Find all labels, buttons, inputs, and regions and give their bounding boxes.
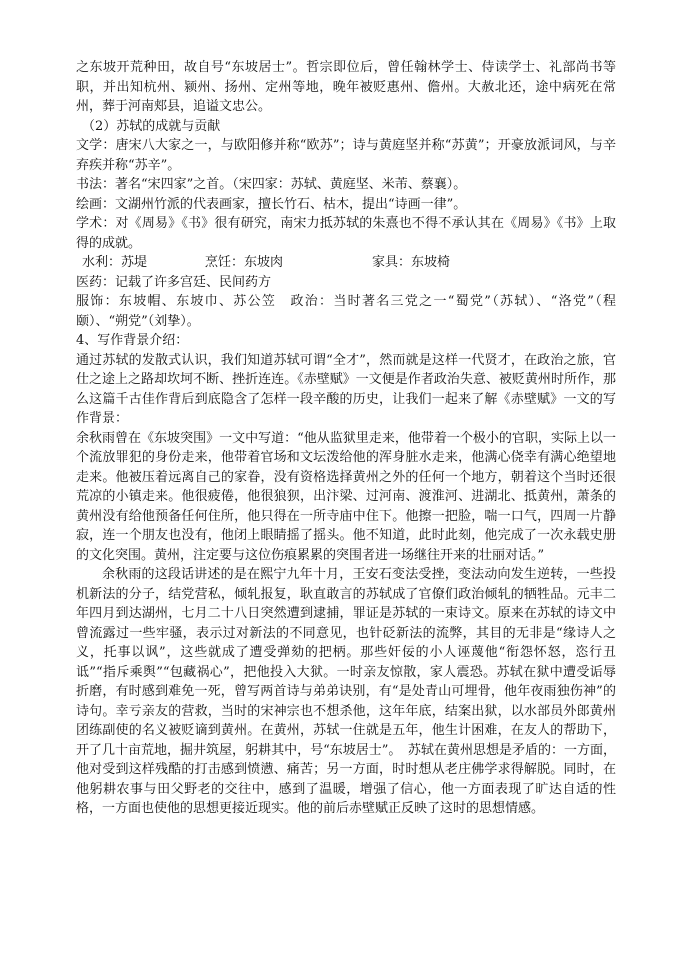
contributions-row — [76, 253, 616, 273]
section-heading-background: 4、写作背景介绍： — [76, 333, 189, 348]
clothing-politics-paragraph: 服饰：东坡帽、东坡巾、苏公笠 政治：当时著名三党之一“蜀党”（苏轼）、“洛党”（程颐）、“朔党”（刘挚）。 — [76, 294, 616, 329]
literature-paragraph: 文学：唐宋八大家之一，与欧阳修并称“欧苏”；诗与黄庭坚并称“苏黄”；开豪放派词风，与辛弃疾并称“苏辛”。 — [76, 138, 616, 173]
background-detail-paragraph: 余秋雨的这段话讲述的是在熙宁九年十月，王安石变法受挫，变法动向发生逆转，一些投机新法的分子，结党营私，倾轧报复，耿直敢言的苏轼成了官僚们政治倾轧的牺牲品。元丰二年四月到达湖州，七月二十八日突然遭到逮捕，罪证是苏轼的一束诗文。原来在苏轼的诗文中曾流露过一些牢骚，表示过对新法的不同意见，也针砭新法的流弊，其目的无非是“缘诗人之义，托事以讽”，这些就成了遭受弹劾的把柄。那些奸佞的小人诬蔑他“衔怨怀怒，恣行丑诋”“指斥乘舆”“包藏祸心”，把他投入大狱。一时亲友惊散，家人震恐。苏轼在狱中遭受诟辱折磨，有时感到难免一死，曾写两首诗与弟弟诀别，有“是处青山可埋骨，他年夜雨独伤神”的诗句。幸亏亲友的营救，当时的宋神宗也不想杀他，这年年底，结案出狱，以水部员外郎黄州团练副使的名义被贬谪到黄州。在黄州，苏轼一住就是五年，他生计困难，在友人的帮助下，开了几十亩荒地，掘井筑屋，躬耕其中，号“东坡居士”。 苏轼在黄州思想是矛盾的：一方面，他对受到这样残酷的打击感到愤懑、痛苦；另一方面，时时想从老庄佛学求得解脱。同时，在他躬耕农事与田父野老的交往中，感到了温暖，增强了信心，他一方面表现了旷达自适的性格，一方面也使他的思想更接近现实。他的前后赤壁赋正反映了这时的思想情感。 — [76, 567, 616, 816]
water-conservancy-item: 水利：苏堤 — [82, 255, 148, 270]
painting-paragraph: 绘画：文湖州竹派的代表画家，擅长竹石、枯木，提出“诗画一律”。 — [76, 196, 467, 212]
cooking-item: 烹饪：东坡肉 — [205, 255, 284, 270]
medicine-paragraph: 医药：记载了许多宫廷、民间药方 — [76, 274, 272, 290]
yu-qiuyu-quote-paragraph: 余秋雨曾在《东坡突围》一文中写道：“他从监狱里走来，他带着一个极小的官职，实际上以一个流放罪犯的身份走来，他带着官场和文坛泼给他的浑身脏水走来，他满心侥幸有满心绝望地走来。他被压着远离自己的家眷，没有资格选择黄州之外的任何一个地方，朝着这个当时还很荒凉的小镇走来。他很疲倦，他很狼狈，出汴梁、过河南、渡淮河、进湖北、抵黄州，萧条的黄州没有给他预备任何住所，他只得在一所寺庙中住下。他擦一把脸，喘一口气，四周一片静寂，连一个朋友也没有，他闭上眼睛摇了摇头。他不知道，此时此刻，他完成了一次永载史册的文化突围。黄州，注定要与这位伤痕累累的突围者进一场继往开来的壮丽对话。” — [76, 430, 616, 563]
biography-paragraph: 之东坡开荒种田，故自号“东坡居士”。哲宗即位后，曾任翰林学士、侍读学士、礼部尚书等职，并出知杭州、颍州、扬州、定州等地，晚年被贬惠州、儋州。大赦北还，途中病死在常州，葬于河南郏县，追谥文忠公。 — [76, 60, 616, 114]
scholarship-paragraph: 学术：对《周易》《书》很有研究，南宋力抵苏轼的朱熹也不得不承认其在《周易》《书》上取得的成就。 — [76, 216, 616, 251]
background-intro-paragraph: 通过苏轼的发散式认识，我们知道苏轼可谓“全才”，然而就是这样一代贤才，在政治之旅，官仕之途上之路却坎坷不断、挫折连连。《赤壁赋》一文便是作者政治失意、被贬黄州时所作，那么这篇千古佳作背后到底隐含了怎样一段辛酸的历史，让我们一起来了解《赤壁赋》一文的写作背景： — [76, 352, 616, 426]
furniture-item: 家具：东坡椅 — [372, 255, 451, 270]
calligraphy-paragraph: 书法：著名“宋四家”之首。（宋四家：苏轼、黄庭坚、米芾、蔡襄）。 — [76, 177, 467, 192]
document-page — [76, 58, 616, 819]
section-heading-achievements: （2）苏轼的成就与贡献 — [82, 118, 221, 134]
